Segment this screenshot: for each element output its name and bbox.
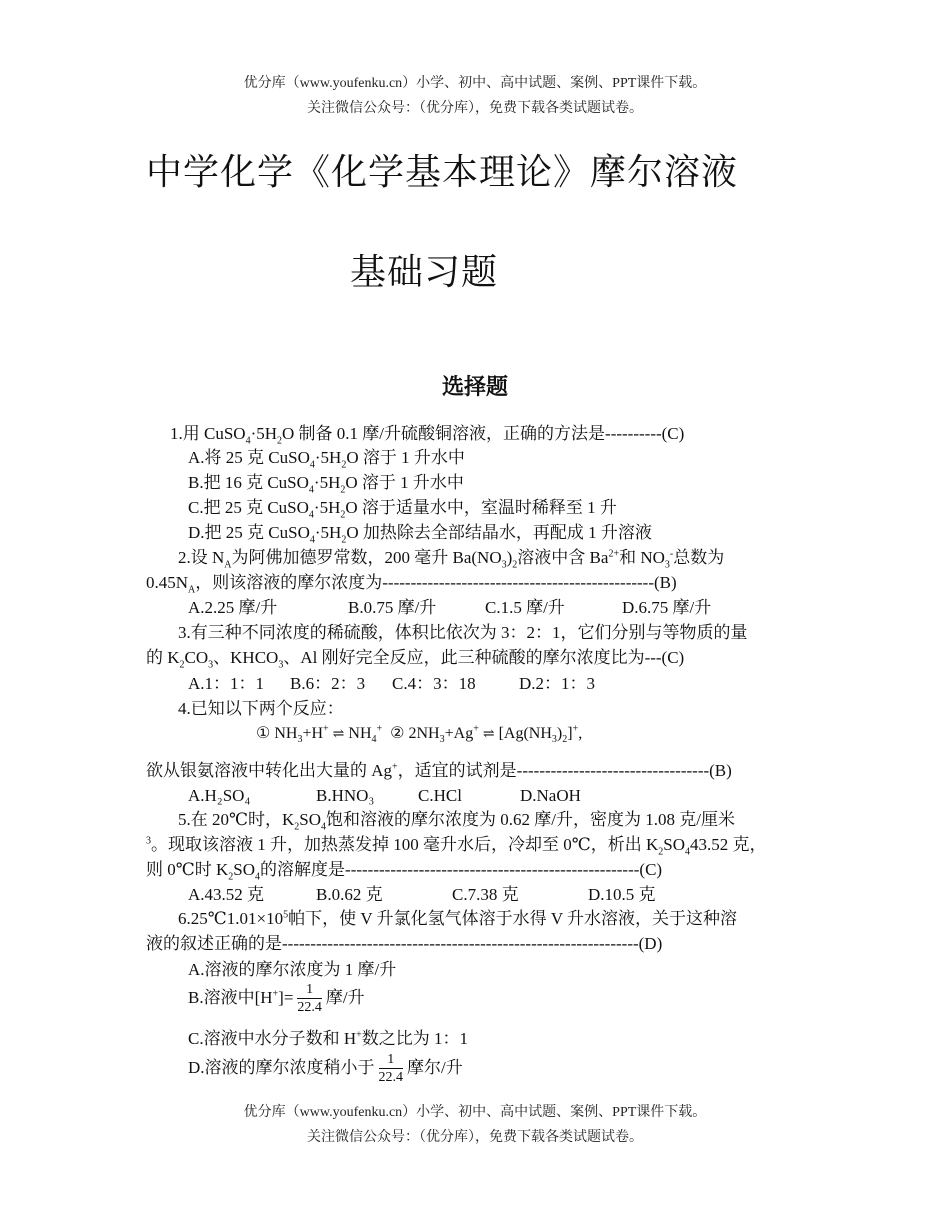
q3-option-a: A.1：1：1 xyxy=(188,674,265,693)
q1-option-a: A.将 25 克 $CuSO_4\cdot 5H_2O$ 溶于 1 升水中 xyxy=(188,448,465,471)
question-2-cont: $0.45N_A$，则该溶液的摩尔浓度为------------------------------------------------(B) xyxy=(146,573,677,596)
q3-option-d: D.2：1：3 xyxy=(519,674,596,693)
q1-option-b: B.把 16 克 $CuSO_4\cdot 5H_2O$ 溶于 1 升水中 xyxy=(188,473,464,496)
q4-option-b: B.HNO₃ xyxy=(316,786,375,805)
q4-reactions: ① $NH_3+H^+$ ⇌ $NH_4^+$ ② $2NH_3+Ag^+$ ⇌ $[Ag(NH_3)_2]^+$, xyxy=(256,723,583,746)
fraction: $\frac{1}{22.4}$ xyxy=(297,982,322,1015)
question-3: 3.有三种不同浓度的稀硫酸，体积比依次为 3：2：1，它们分别与等物质的量 xyxy=(178,623,748,642)
q2-option-d: D.6.75 摩/升 xyxy=(622,598,712,617)
q3-option-b: B.6：2：3 xyxy=(290,674,366,693)
q4-option-d: D.NaOH xyxy=(520,786,581,805)
equilibrium-arrow-icon: ⇌ xyxy=(332,727,345,742)
question-5-cont-2: 则 0℃时 $K_2SO_4$的溶解度是----------------------------------------------------(C) xyxy=(146,860,663,883)
question-2: 2.设 $N_A$为阿佛加德罗常数，200 毫升 $Ba(NO_3)_2$溶液中含 $Ba^{2+}$和 $NO_3^-$总数为 xyxy=(178,548,725,571)
q6-option-a: A.溶液的摩尔浓度为 1 摩/升 xyxy=(188,960,397,979)
page-subtitle: 基础习题 xyxy=(350,252,499,292)
page-title: 中学化学《化学基本理论》摩尔溶液 xyxy=(146,152,739,192)
fraction: $\frac{1}{22.4}$ xyxy=(378,1052,404,1085)
section-title: 选择题 xyxy=(441,375,508,400)
header-line-1: 优分库（www.youfenku.cn）小学、初中、高中试题、案例、PPT课件下载。 xyxy=(243,76,707,91)
question-6: $6.25℃1.01\times 10^5$帕下，使 V 升氯化氢气体溶于水得 V 升水溶液，关于这种溶 xyxy=(178,909,738,928)
q1-option-d: D.把 25 克 $CuSO_4\cdot 5H_2O$ 加热除去全部结晶水，再配成 1 升溶液 xyxy=(188,523,652,546)
q6-option-c: C.溶液中水分子数和 H+数之比为 1：1 xyxy=(188,1029,469,1048)
q6-option-d: D.溶液的摩尔浓度稍小于 $\frac{1}{22.4}$ 摩尔/升 xyxy=(188,1052,463,1085)
q4-option-c: C.HCl xyxy=(418,786,462,805)
footer-line-1: 优分库（www.youfenku.cn）小学、初中、高中试题、案例、PPT课件下载。 xyxy=(243,1105,707,1120)
q2-option-a: A.2.25 摩/升 xyxy=(188,598,278,617)
q2-option-c: C.1.5 摩/升 xyxy=(485,598,565,617)
question-4-cont: 欲从银氨溶液中转化出大量的 Ag+，适宜的试剂是----------------------------------(B) xyxy=(146,761,732,780)
header-line-2: 关注微信公众号：（优分库），免费下载各类试题试卷。 xyxy=(307,101,643,116)
q4-option-a: A.H₂SO₄ xyxy=(188,786,251,805)
footer-line-2: 关注微信公众号：（优分库），免费下载各类试题试卷。 xyxy=(307,1130,643,1145)
question-4: 4.已知以下两个反应： xyxy=(178,699,344,718)
q6-option-b: B.溶液中[H+]= $\frac{1}{22.4}$ 摩/升 xyxy=(188,982,365,1015)
question-6-cont: 液的叙述正确的是---------------------------------------------------------------(D) xyxy=(146,934,663,953)
question-1: 1.用 $CuSO_4\cdot 5H_2O$ 制备 0.1 摩/升硫酸铜溶液，正确的方法是----------(C) xyxy=(170,424,685,447)
q5-option-c: C.7.38 克 xyxy=(452,885,519,904)
question-5: 5.在 20℃时，$K_2SO_4$饱和溶液的摩尔浓度为 0.62 摩/升，密度为 1.08 克/厘米 xyxy=(178,810,735,833)
question-5-cont: $^3$。现取该溶液 1 升，加热蒸发掉 100 毫升水后，冷却至 0℃，析出 $K_2SO_443.52$ 克， xyxy=(146,835,767,858)
question-3-cont: 的 $K_2CO_3$、$KHCO_3$、Al 刚好完全反应，此三种硫酸的摩尔浓度比为---(C) xyxy=(146,648,685,671)
q3-option-c: C.4：3：18 xyxy=(392,674,476,693)
q1-option-c: C.把 25 克 $CuSO_4\cdot 5H_2O$ 溶于适量水中，室温时稀释至 1 升 xyxy=(188,498,617,521)
q5-option-d: D.10.5 克 xyxy=(588,885,656,904)
equilibrium-arrow-icon: ⇌ xyxy=(482,727,495,742)
q2-option-b: B.0.75 摩/升 xyxy=(348,598,437,617)
q5-option-a: A.43.52 克 xyxy=(188,885,265,904)
q5-option-b: B.0.62 克 xyxy=(316,885,383,904)
